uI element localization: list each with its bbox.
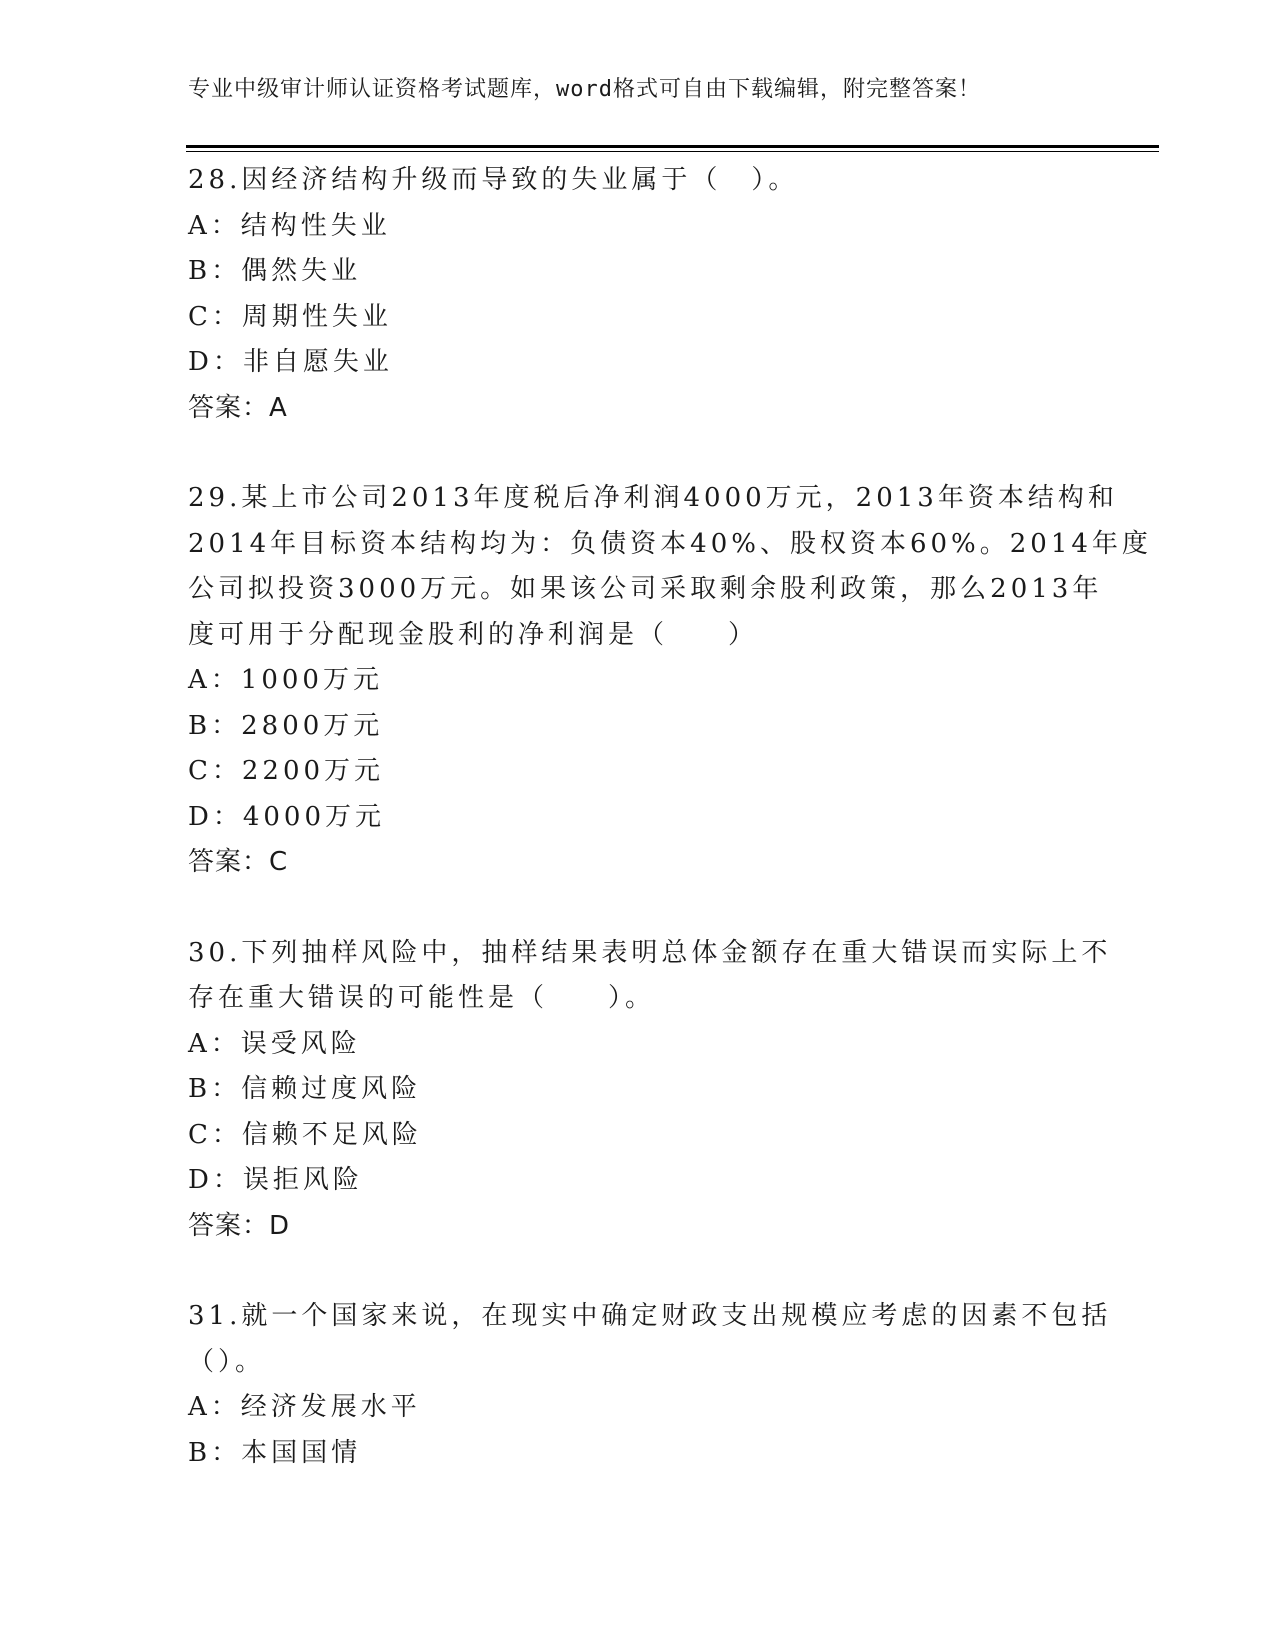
answer-line: 答案：C [188, 847, 289, 877]
question-stem: 存在重大错误的可能性是（ ）。 [188, 983, 656, 1013]
option-c: C：2200万元 [188, 756, 385, 786]
option-d: D：误拒风险 [188, 1165, 363, 1195]
option-d: D：非自愿失业 [188, 347, 393, 377]
option-b: B：本国国情 [188, 1437, 362, 1468]
question-31 [188, 1294, 1112, 1476]
question-stem: 29.某上市公司2013年度税后净利润4000万元，2013年资本结构和 [188, 483, 1118, 513]
question-stem: 度可用于分配现金股利的净利润是（ ） [188, 619, 759, 650]
answer-line: 答案：A [188, 392, 288, 423]
question-30 [188, 931, 1112, 1250]
option-a: A：1000万元 [188, 665, 383, 695]
questions-list [188, 158, 1152, 1476]
option-a: A：结构性失业 [188, 210, 391, 241]
option-c: C：信赖不足风险 [188, 1119, 422, 1150]
question-stem: 28.因经济结构升级而导致的失业属于（ ）。 [188, 165, 799, 195]
option-a: A：误受风险 [188, 1028, 361, 1059]
option-a: A：经济发展水平 [188, 1392, 421, 1422]
answer-line: 答案：D [188, 1210, 291, 1241]
question-stem: 30.下列抽样风险中，抽样结果表明总体金额存在重大错误而实际上不 [188, 937, 1112, 968]
header-divider-thin [186, 151, 1159, 152]
question-28 [188, 158, 1088, 431]
header-divider-thick [186, 145, 1159, 148]
question-stem: 公司拟投资3000万元。如果该公司采取剩余股利政策，那么2013年 [188, 574, 1103, 604]
option-b: B：2800万元 [188, 710, 384, 741]
option-b: B：偶然失业 [188, 256, 362, 286]
page-header: 专业中级审计师认证资格考试题库，word格式可自由下载编辑，附完整答案！ [188, 77, 981, 102]
option-d: D：4000万元 [188, 801, 386, 832]
question-stem: 31.就一个国家来说，在现实中确定财政支出规模应考虑的因素不包括 [188, 1301, 1112, 1331]
option-b: B：信赖过度风险 [188, 1074, 422, 1104]
question-29 [188, 476, 1152, 886]
question-stem: 2014年目标资本结构均为：负债资本40%、股权资本60%。2014年度 [188, 528, 1152, 559]
option-c: C：周期性失业 [188, 301, 392, 332]
question-stem: （）。 [188, 1346, 266, 1377]
